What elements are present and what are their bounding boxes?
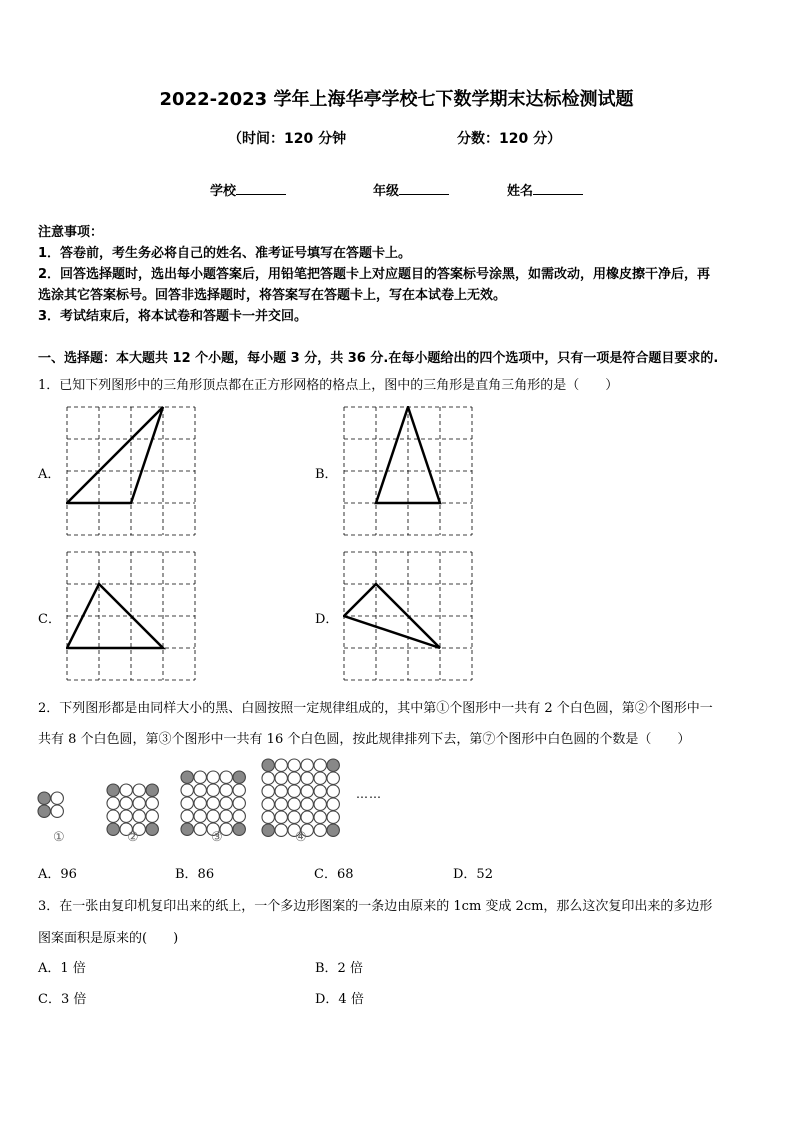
q1-option-b-figure[interactable]: [343, 406, 473, 536]
q2-text-line-1: 2．下列图形都是由同样大小的黑、白圆按照一定规律组成的，其中第①个图形中一共有 2 个白色圆，第②个图形中一: [38, 701, 713, 716]
q1-option-b-label[interactable]: B．: [315, 467, 338, 482]
white-circle: [288, 798, 300, 810]
notes-item-3: 3．考试结束后，将本试卷和答题卡一并交回。: [38, 309, 308, 324]
white-circle: [301, 785, 313, 797]
white-circle: [275, 759, 287, 771]
q2-option-c[interactable]: C．68: [314, 867, 354, 882]
q1-option-d-figure[interactable]: [343, 551, 473, 681]
gray-circle: [38, 792, 50, 804]
white-circle: [120, 797, 132, 809]
q1-option-a-label[interactable]: A．: [38, 467, 61, 482]
gray-circle: [107, 784, 119, 796]
white-circle: [120, 784, 132, 796]
figure-label-4: ④: [295, 830, 307, 845]
white-circle: [262, 811, 274, 823]
gray-circle: [146, 823, 158, 835]
white-circle: [107, 810, 119, 822]
grade-blank[interactable]: [399, 182, 449, 195]
exam-score: 分数：120 分）: [457, 131, 562, 147]
white-circle: [275, 785, 287, 797]
notes-item-2b: 选涂其它答案标号。回答非选择题时，将答案写在答题卡上，写在本试卷上无效。: [38, 288, 507, 303]
gray-circle: [262, 759, 274, 771]
white-circle: [275, 824, 287, 836]
white-circle: [207, 771, 219, 783]
figure-label-3: ③: [211, 830, 223, 845]
gray-circle: [327, 824, 339, 836]
white-circle: [314, 785, 326, 797]
q2-text-line-2: 共有 8 个白色圆，第③个图形中一共有 16 个白色圆，按此规律排列下去，第⑦个图形中白色圆的个数是（ ）: [38, 732, 691, 747]
white-circle: [314, 811, 326, 823]
q1-option-c-label[interactable]: C．: [38, 612, 61, 627]
q3-option-d[interactable]: D．4 倍: [315, 992, 364, 1007]
white-circle: [314, 798, 326, 810]
white-circle: [51, 792, 63, 804]
name-label: 姓名: [507, 184, 534, 199]
white-circle: [288, 759, 300, 771]
white-circle: [207, 810, 219, 822]
white-circle: [207, 784, 219, 796]
white-circle: [194, 771, 206, 783]
white-circle: [133, 784, 145, 796]
white-circle: [133, 797, 145, 809]
white-circle: [275, 798, 287, 810]
white-circle: [194, 784, 206, 796]
q1-option-c-figure[interactable]: [66, 551, 196, 681]
white-circle: [327, 811, 339, 823]
white-circle: [51, 805, 63, 817]
white-circle: [133, 810, 145, 822]
gray-circle: [233, 823, 245, 835]
white-circle: [207, 797, 219, 809]
gray-circle: [233, 771, 245, 783]
white-circle: [262, 772, 274, 784]
q1-option-d-label[interactable]: D．: [315, 612, 339, 627]
gray-circle: [262, 824, 274, 836]
white-circle: [233, 797, 245, 809]
white-circle: [220, 771, 232, 783]
white-circle: [262, 785, 274, 797]
q3-option-b[interactable]: B．2 倍: [315, 961, 363, 976]
q2-option-b[interactable]: B．86: [175, 867, 215, 882]
name-field: [507, 180, 583, 199]
white-circle: [146, 797, 158, 809]
gray-circle: [327, 759, 339, 771]
section-1-heading: 一、选择题：本大题共 12 个小题，每小题 3 分，共 36 分.在每小题给出的四个选项中，只有一项是符合题目要求的.: [38, 351, 719, 366]
white-circle: [233, 784, 245, 796]
white-circle: [107, 797, 119, 809]
white-circle: [220, 784, 232, 796]
school-field: [210, 180, 286, 199]
white-circle: [181, 784, 193, 796]
white-circle: [262, 798, 274, 810]
white-circle: [301, 759, 313, 771]
q3-text-line-2: 图案面积是原来的( ): [38, 931, 179, 946]
grade-field: [373, 180, 449, 199]
exam-time: （时间：120 分钟: [228, 131, 347, 147]
white-circle: [220, 797, 232, 809]
white-circle: [314, 772, 326, 784]
q2-option-a[interactable]: A．96: [38, 867, 77, 882]
white-circle: [275, 772, 287, 784]
notes-item-1: 1．答卷前，考生务必将自己的姓名、准考证号填写在答题卡上。: [38, 246, 412, 261]
white-circle: [288, 785, 300, 797]
q2-option-d[interactable]: D．52: [453, 867, 493, 882]
q1-text: 1．已知下列图形中的三角形顶点都在正方形网格的格点上，图中的三角形是直角三角形的是（ ）: [38, 378, 619, 393]
grade-label: 年级: [373, 184, 400, 199]
white-circle: [181, 797, 193, 809]
gray-circle: [181, 771, 193, 783]
white-circle: [220, 810, 232, 822]
pattern-ellipsis: ……: [356, 787, 382, 801]
school-blank[interactable]: [236, 182, 286, 195]
notes-block: [38, 222, 710, 327]
gray-circle: [38, 805, 50, 817]
school-label: 学校: [210, 184, 237, 199]
gray-circle: [146, 784, 158, 796]
white-circle: [194, 810, 206, 822]
gray-circle: [181, 823, 193, 835]
q3-option-a[interactable]: A．1 倍: [38, 961, 86, 976]
white-circle: [301, 772, 313, 784]
white-circle: [327, 772, 339, 784]
white-circle: [301, 811, 313, 823]
white-circle: [146, 810, 158, 822]
white-circle: [233, 810, 245, 822]
white-circle: [314, 759, 326, 771]
q2-pattern-figures: [36, 758, 376, 850]
white-circle: [314, 824, 326, 836]
white-circle: [194, 823, 206, 835]
white-circle: [194, 797, 206, 809]
notes-heading: 注意事项：: [38, 225, 104, 240]
triangle-a: [67, 407, 163, 503]
white-circle: [275, 811, 287, 823]
q3-text-line-1: 3．在一张由复印机复印出来的纸上，一个多边形图案的一条边由原来的 1cm 变成 2cm，那么这次复印出来的多边形: [38, 899, 713, 914]
white-circle: [327, 785, 339, 797]
figure-label-2: ②: [127, 830, 139, 845]
white-circle: [120, 810, 132, 822]
q3-option-c[interactable]: C．3 倍: [38, 992, 87, 1007]
white-circle: [327, 798, 339, 810]
exam-title: 2022-2023 学年上海华亭学校七下数学期末达标检测试题: [159, 89, 634, 110]
q1-option-a-figure[interactable]: [66, 406, 196, 536]
white-circle: [181, 810, 193, 822]
notes-item-2a: 2．回答选择题时，选出每小题答案后，用铅笔把答题卡上对应题目的答案标号涂黑，如需改动，用橡皮擦干净后，再: [38, 267, 711, 282]
white-circle: [288, 772, 300, 784]
figure-label-1: ①: [53, 830, 65, 845]
white-circle: [301, 798, 313, 810]
name-blank[interactable]: [533, 182, 583, 195]
white-circle: [288, 811, 300, 823]
gray-circle: [107, 823, 119, 835]
